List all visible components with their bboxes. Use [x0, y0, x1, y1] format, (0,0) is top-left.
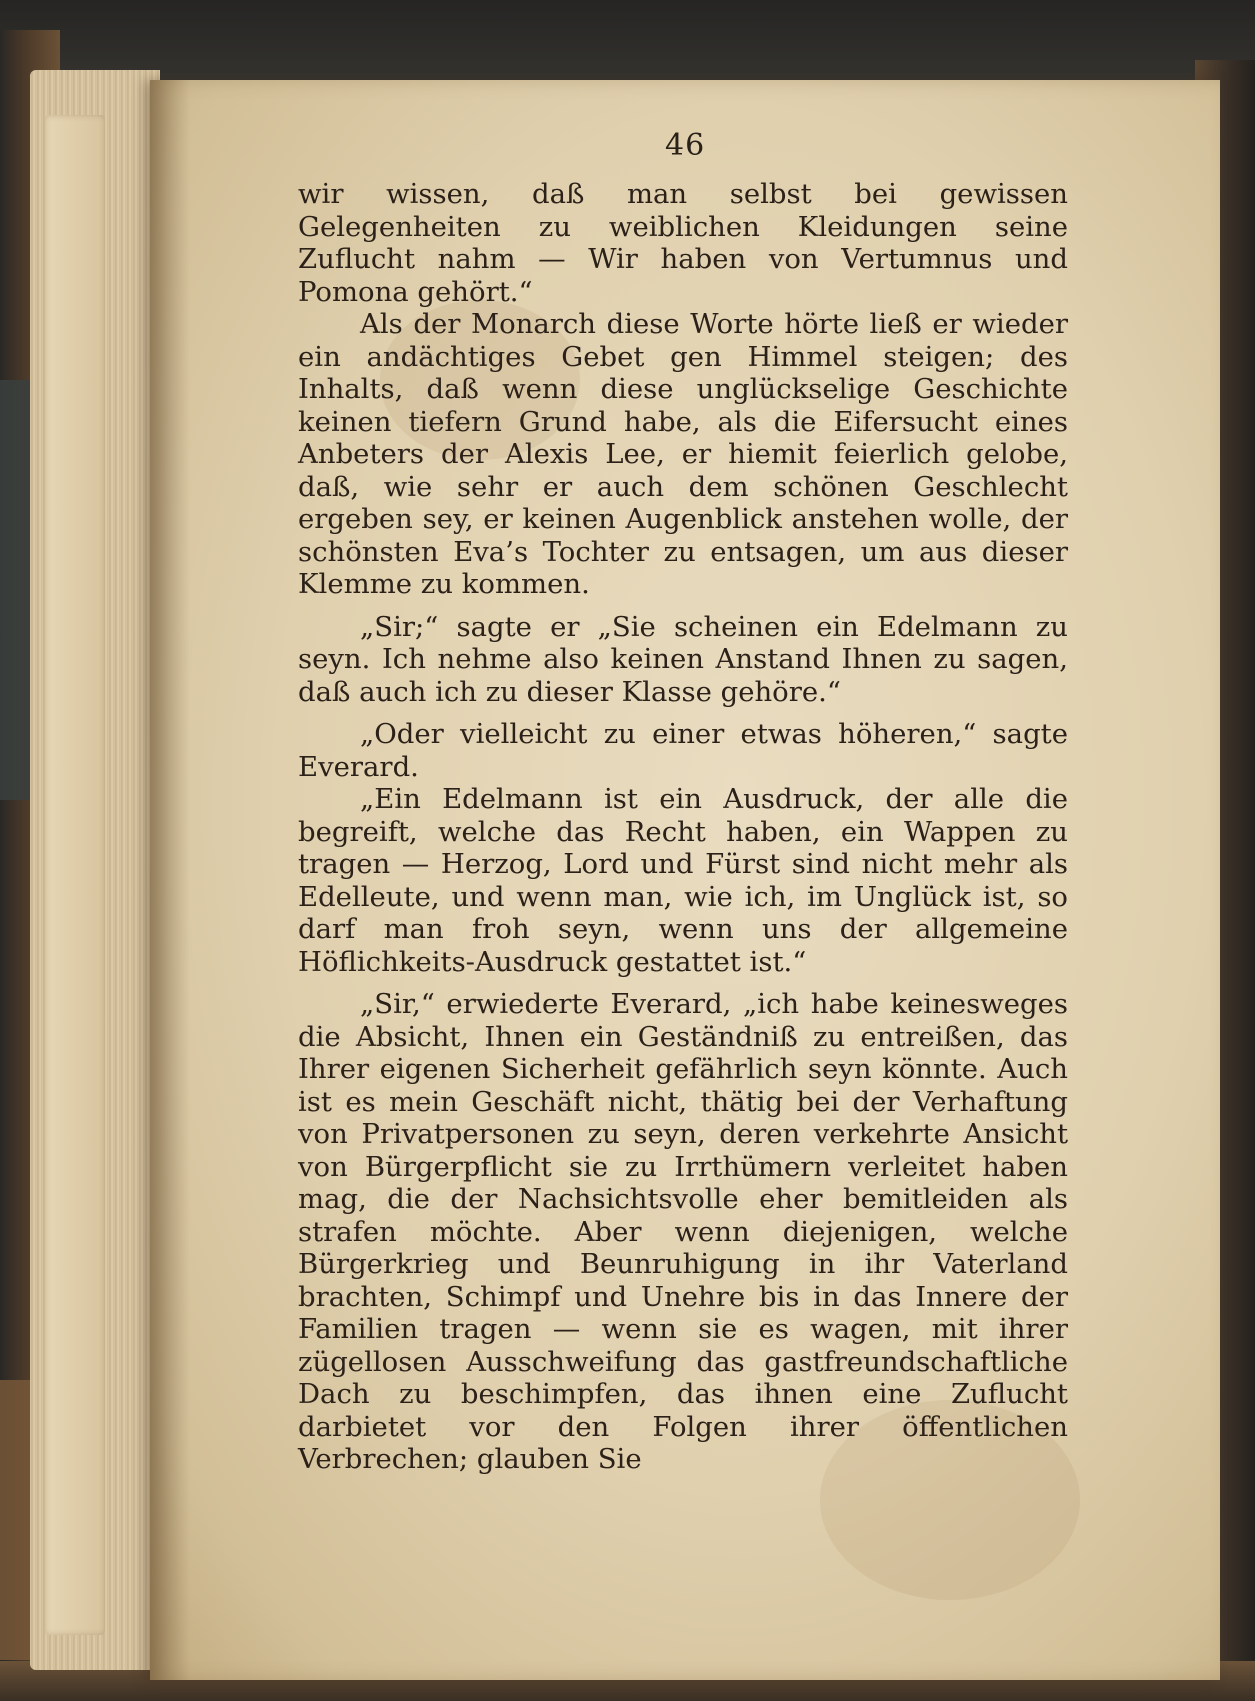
- paragraph: Als der Monarch diese Worte hörte ließ er wieder ein andächtiges Gebet gen Himmel steigen; des Inhalts, daß wenn diese unglückselige Geschichte keinen tiefern Grund habe, als die Eifersucht eines Anbeters der Alexis Lee, er hiemit feierlich gelobe, daß, wie sehr er auch dem schönen Geschlecht ergeben sey, er keinen Augenblick anstehen wolle, der schönsten Eva’s Tochter zu entsagen, um aus dieser Klemme zu kommen.: [298, 308, 1068, 600]
- page-text: [298, 178, 1068, 1476]
- paragraph: „Sir;“ sagte er „Sie scheinen ein Edelmann zu seyn. Ich nehme also keinen Anstand Ihnen zu sagen, daß auch ich zu dieser Klasse gehöre.“: [298, 610, 1068, 708]
- paragraph: „Ein Edelmann ist ein Ausdruck, der alle die begreift, welche das Recht haben, ein Wappen zu tragen — Herzog, Lord und Fürst sind nicht mehr als Edelleute, und wenn man, wie ich, im Unglück ist, so darf man froh seyn, wenn uns der allgemeine Höflichkeits-Ausdruck gestattet ist.“: [298, 783, 1068, 978]
- paragraph: „Sir,“ erwiederte Everard, „ich habe keinesweges die Absicht, Ihnen ein Geständniß zu entreißen, das Ihrer eigenen Sicherheit gefährlich seyn könnte. Auch ist es mein Geschäft nicht, thätig bei der Verhaftung von Privatpersonen zu seyn, deren verkehrte Ansicht von Bürgerpflicht sie zu Irrthümern verleitet haben mag, die der Nachsichtsvolle eher bemitleiden als strafen möchte. Aber wenn diejenigen, welche Bürgerkrieg und Beunruhigung in ihr Vaterland brachten, Schimpf und Unehre bis in das Innere der Familien tragen — wenn sie es wagen, mit ihrer zügellosen Ausschweifung das gastfreundschaftliche Dach zu beschimpfen, das ihnen eine Zuflucht darbietet vor den Folgen ihrer öffentlichen Verbrechen; glauben Sie: [298, 988, 1068, 1475]
- paragraph: wir wissen, daß man selbst bei gewissen Gelegenheiten zu weiblichen Kleidungen seine Zuflucht nahm — Wir haben von Vertumnus und Pomona gehört.“: [298, 178, 1068, 308]
- paragraph: „Oder vielleicht zu einer etwas höheren,“ sagte Everard.: [298, 718, 1068, 783]
- gutter-shadow: [150, 80, 190, 1680]
- page-edge-inner: [45, 115, 105, 1635]
- page-number: 46: [665, 128, 706, 163]
